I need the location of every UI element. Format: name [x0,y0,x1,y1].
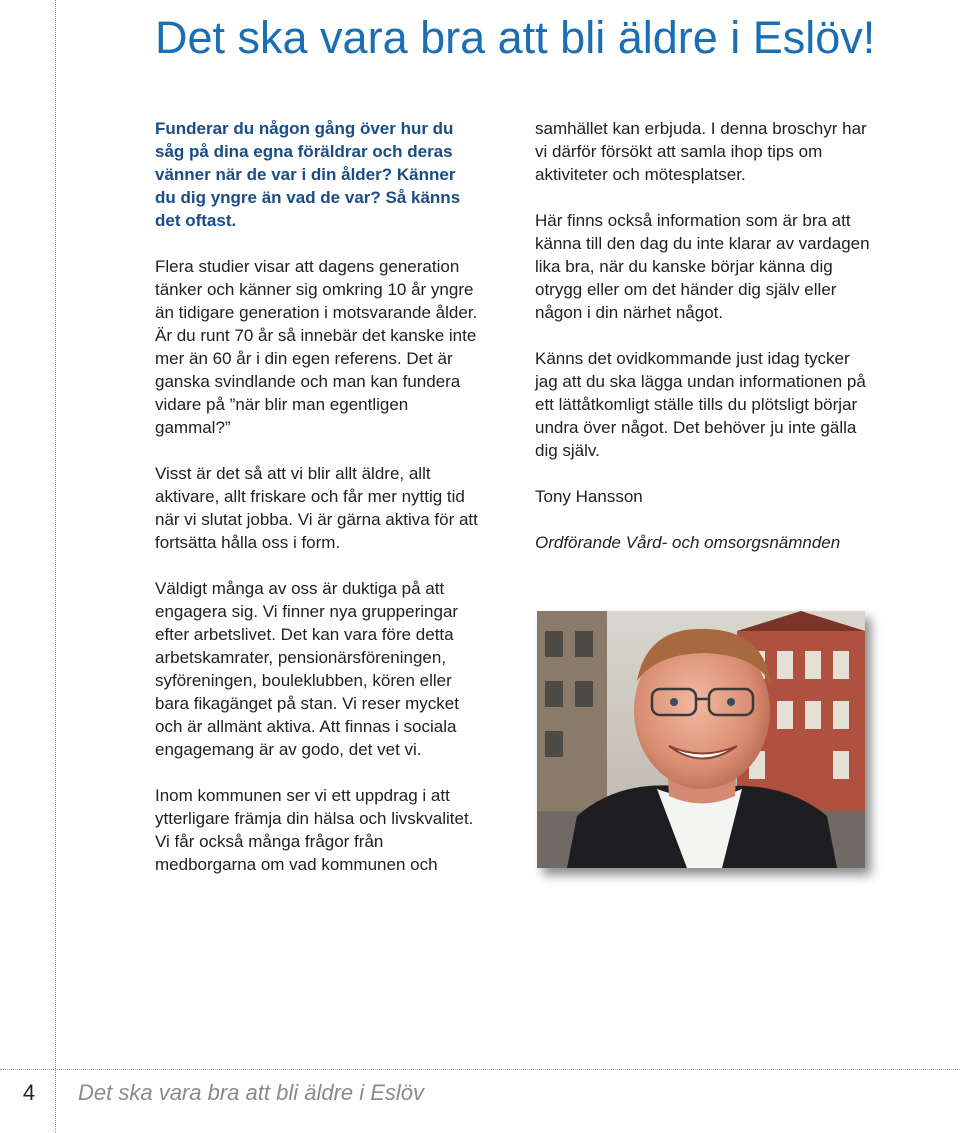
left-column [155,117,480,899]
lead-paragraph: Funderar du någon gång över hur du såg på dina egna föräldrar och deras vänner när de var i din ålder? Känner du dig yngre än vad de var? Så känns det oftast. [155,119,461,230]
page-number: 4 [22,1080,36,1105]
body-paragraph: Här finns också information som är bra att känna till den dag du inte klarar av vardagen lika bra, när du kanske börjar känna dig otrygg eller om det händer dig själv eller någon i din närhet något. [535,211,870,322]
margin-guide-horizontal [0,1069,960,1070]
right-column [535,117,875,577]
body-paragraph: Flera studier visar att dagens generation tänker och känner sig omkring 10 år yngre än tidigare generation i motsvarande ålder. Är du runt 70 år så innebär det kanske inte mer än 60 år i din egen referens. Det är ganska svindlande och man kan fundera vidare på ”när blir man egentligen gammal?” [155,257,478,437]
body-paragraph: Visst är det så att vi blir allt äldre, allt aktivare, allt friskare och får mer nyttig tid när vi slutat jobba. Vi är gärna aktiva för att fortsätta hålla oss i form. [155,464,478,552]
footer-title: Det ska vara bra att bli äldre i Eslöv [78,1080,425,1105]
body-paragraph: Väldigt många av oss är duktiga på att engagera sig. Vi finner nya grupperingar efter arbetslivet. Det kan vara före detta arbetskamrater, pensionärsföreningen, syföreningen, bouleklubben, kören eller bara fikagänget på stan. Vi reser mycket och är allmänt aktiva. Att finnas i sociala engagemang är av godo, det vet vi. [155,579,459,759]
body-paragraph: Inom kommunen ser vi ett uppdrag i att ytterligare främja din hälsa och livskvalitet. Vi får också många frågor från medborgarna om vad kommunen och [155,786,474,874]
margin-guide-vertical [55,0,56,1133]
signature-title: Ordförande Vård- och omsorgsnämnden [535,533,841,552]
page-title: Det ska vara bra att bli äldre i Eslöv! [155,12,876,63]
body-paragraph: samhället kan erbjuda. I denna broschyr har vi därför försökt att samla ihop tips om aktiviteter och mötesplatser. [535,119,867,184]
signature-name: Tony Hansson [535,487,643,506]
body-paragraph: Känns det ovidkommande just idag tycker jag att du ska lägga undan informationen på ett lättåtkomligt ställe tills du plötsligt börjar undra över något. Det behöver ju inte gälla dig själv. [535,349,866,460]
portrait-photo [537,611,865,868]
